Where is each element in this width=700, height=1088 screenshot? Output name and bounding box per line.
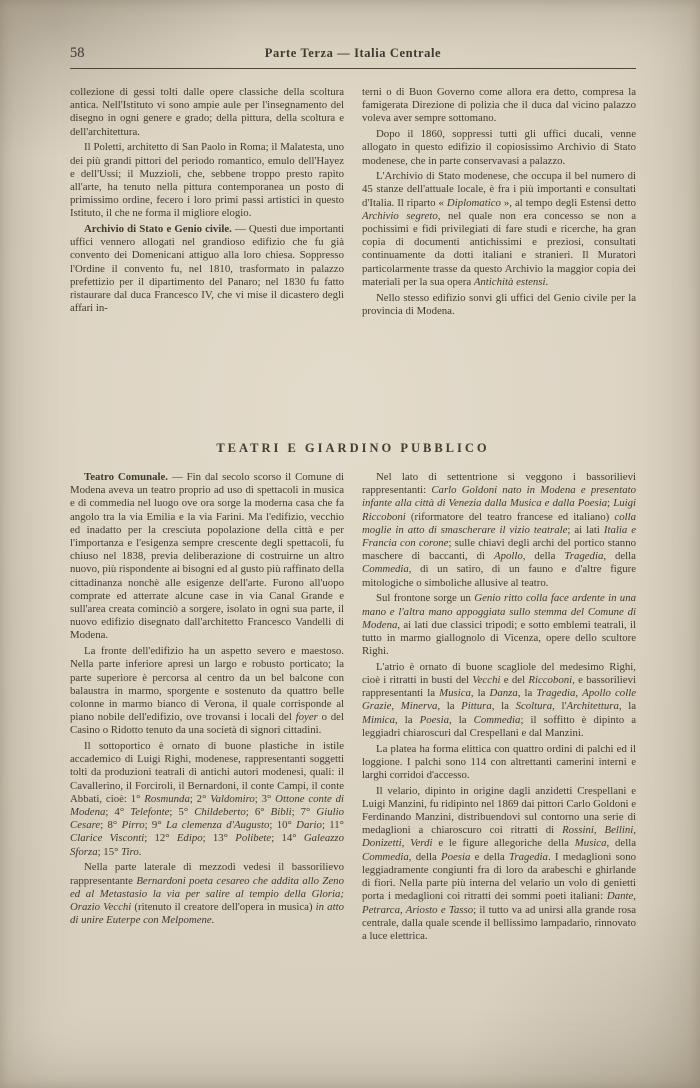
paragraph: Il sottoportico è ornato di buone plastiche in istile accademico di Luigi Righi, modenese, rappresentanti soggetti tolti da produzioni teatrali di antichi autori modenesi, quali: il Cavallerino, il Forciroli, il Bernardoni, il conte Campi, il conte Abbati, cioè: 1° Rosmunda; 2° Valdomiro; 3° Ottone conte di Modena; 4° Telefonte; 5° Childeberto; 6° Bibli; 7° Giulio Cesare; 8° Pirro; 9° La clemenza d'Augusto; 10° Dario; 11° Clarice Visconti; 12° Edipo; 13° Polibete; 14° Galeazzo Sforza; 15° Tiro. — [70, 740, 345, 858]
paragraph: Archivio di Stato e Genio civile. — Questi due importanti uffici vennero allogati nel grandioso edifizio che fu già convento dei Domenicani attiguo alla loro chiesa. Soppresso l'Ordine il convento fu, nel 1810, trasformato in palazzo prefettizio per il dipartimento del Panaro; nel 1830 fu fatto ristaurare dal duca Francesco IV, che vi mise il dicastero degli affari in- — [70, 223, 344, 315]
paragraph: La fronte dell'edifizio ha un aspetto severo e maestoso. Nella parte inferiore apresi un largo e robusto porticato; la parte superiore è percorsa al centro da un bel balcone con balaustra in marmo, sporgente e sostenuto da quattro belle colonne in marmo bianco di Verona, il quale corrisponde al piano nobile dell'edifizio, ove trovansi i locali del foyer o del Casino o Ridotto tenuto da una società di signori cittadini. — [70, 645, 344, 737]
paragraph: Dopo il 1860, soppressi tutti gli uffici ducali, venne allogato in questo edifizio il copiosissimo Archivio di Stato modenese, che in parte conservavasi a palazzo. — [362, 128, 636, 167]
italic-text: Rossini, Bellini, Donizetti, Verdi — [362, 824, 636, 850]
section-heading: TEATRI E GIARDINO PUBBLICO — [216, 441, 490, 455]
italic-text: Archivio segreto — [362, 209, 438, 222]
italic-text: Minerva — [400, 700, 438, 713]
page-header — [70, 46, 636, 63]
italic-text: Commedia — [362, 850, 409, 863]
italic-text: Bibli — [270, 806, 292, 819]
italic-text: Riccoboni — [528, 674, 573, 687]
header-rule — [70, 68, 636, 69]
top-section — [70, 86, 636, 424]
paragraph: Teatro Comunale. — Fin dal secolo scorso il Comune di Modena aveva un teatro proprio ad uso di spettacoli in musica e di commedia nel luogo ove ora sorge la moderna casa che fa angolo tra la via Emilia e la via Farini. Ma l'edifizio, vecchio ed inadatto per la cresciuta popolazione della città e per l'importanza e l'esigenza sempre crescente degli spettacoli, fu chiuso nel 1838, previa deliberazione di costruirne un altro nuovo, più rispondente ai bisogni ed al gusto più raffinato della cittadinanza nonchè alle esigenze dell'arte. Furono all'uopo comprate ed atterrate alcune case in via Canal Grande e sull'area creata cominciò a sorgere, isolato in ogni sua parte, il nuovo edifizio disegnato dall'architetto Francesco Vandelli di Modena. — [70, 471, 345, 642]
italic-text: Apollo — [493, 550, 523, 563]
italic-text: in atto di unire Euterpe con Melpomene. — [70, 901, 344, 927]
italic-text: Genio ritto colla face ardente in una mano e l'altra mano appoggiata sullo stemma del Comune di Modena — [362, 592, 637, 631]
paragraph: Nel lato di settentrione si veggono i bassorilievi rappresentanti: Carlo Goldoni nato in Modena e presentato infante alla città di Venezia dalla Musica e dalla Poesia; Luigi Riccoboni (riformatore del teatro francese ed italiano) colla moglie in atto di smascherare il vizio teatrale; ai lati Italia e Francia con corone; sulle chiavi degli archi del portico stanno maschere di baccanti, di Apollo, della Tragedia, della Commedia, di un satiro, di un fauno e d'altre figure mitologiche o simboliche allusive al teatro. — [362, 471, 637, 589]
italic-text: Pirro — [121, 819, 145, 832]
paragraph: collezione di gessi tolti dalle opere classiche della scoltura antica. Nell'Istituto vi sono ampie aule per l'insegnamento del disegno in ogni genere e grado; della pittura, della scoltura e dell'architettura. — [70, 86, 344, 138]
italic-text: Antichità estensi — [473, 275, 546, 288]
italic-text: Ottone conte di Modena — [70, 792, 344, 819]
italic-text: Musica — [574, 837, 607, 850]
paragraph: L'Archivio di Stato modenese, che occupa il bel numero di 45 stanze dell'attuale locale, è fra i più importanti e consultati d'Italia. Il riparto « Diplomatico », al tempo degli Estensi detto Archivio segreto, nel quale non era concesso se non a pochissimi e fidi privilegiati di fare studi e ricerche, ha gran copia di documenti antichissimi e preziosi, consultati continuamente da dotti italiani e stranieri. Il Muratori particolarmente trasse da questo Archivio la maggior copia dei materiali per la sua opera Antichità estensi. — [362, 170, 636, 288]
paragraph: Nello stesso edifizio sonvi gli uffici del Genio civile per la provincia di Modena. — [362, 291, 636, 317]
italic-text: Dario — [296, 819, 322, 832]
italic-text: Vecchi — [472, 674, 501, 687]
italic-text: Architettura — [566, 700, 619, 713]
italic-text: Musica — [439, 687, 471, 700]
paragraph: La platea ha forma elittica con quattro ordini di palchi ed il loggione. I palchi sono 114 con altrettanti camerini interni e larghi corridoi d'accesso. — [362, 742, 636, 781]
italic-text: Valdomiro — [210, 792, 255, 805]
italic-text: Poesia — [441, 850, 471, 863]
italic-text: Danza — [489, 687, 518, 700]
italic-text: Italia e Francia con corone — [362, 523, 636, 550]
italic-text: Polibete — [235, 832, 272, 845]
paragraph: Nella parte laterale di mezzodì vedesi il bassorilievo rappresentante Bernardoni poeta cesareo che addita allo Zeno ed al Metastasio la via per salire al tempio della Gloria; Orazio Vecchi (ritenuto il creatore dell'opera in musica) in atto di unire Euterpe con Melpomene. — [70, 861, 344, 927]
paragraph: terni o di Buon Governo come allora era detto, compresa la famigerata Direzione di polizia che il duca dal vicino palazzo voleva aver sempre sottomano. — [362, 86, 636, 125]
italic-text: Telefonte — [130, 806, 170, 819]
paragraph: Sul frontone sorge un Genio ritto colla face ardente in una mano e l'altra mano appoggiata sullo stemma del Comune di Modena, ai lati due classici tripodi; e sotto emblemi teatrali, il tutto in marmo giallognolo di Vicenza, opere dello scultore Righi. — [362, 592, 637, 658]
italic-text: Commedia — [473, 713, 521, 726]
italic-text: Pittura — [461, 700, 492, 713]
italic-text: Rosmunda — [144, 792, 190, 805]
italic-text: Carlo Goldoni nato in Modena e presentato infante alla città di Venezia dalla Musica e dalla Poesia — [362, 484, 636, 510]
italic-text: Tragedia — [564, 550, 604, 563]
italic-text: Giulio Cesare — [70, 806, 345, 832]
italic-text: Scoltura — [515, 700, 553, 713]
top-left-column — [70, 86, 344, 424]
italic-text: Tiro — [121, 845, 139, 858]
italic-text: Edipo — [176, 832, 203, 845]
italic-text: La clemenza d'Augusto — [166, 819, 270, 832]
running-title: Parte Terza — Italia Centrale — [264, 46, 442, 60]
italic-text: Clarice Visconti — [70, 832, 145, 845]
italic-text: foyer — [295, 711, 318, 724]
italic-text: Commedia — [362, 563, 409, 576]
italic-text: Apollo colle Grazie — [362, 687, 636, 713]
page-number: 58 — [70, 45, 85, 61]
top-right-column — [362, 86, 636, 424]
italic-text: Childeberto — [194, 806, 246, 819]
bottom-right-column — [362, 471, 636, 946]
italic-text: Luigi Riccoboni — [362, 497, 637, 523]
italic-text: Bernardoni poeta cesareo che addita allo Zeno ed al Metastasio la via per salire al tempio della Gloria; Orazio Vecchi — [70, 874, 344, 913]
italic-text: Galeazzo Sforza — [70, 832, 345, 858]
italic-text: Poesia — [419, 713, 450, 726]
bottom-section — [70, 471, 636, 946]
italic-text: Tragedia — [508, 850, 548, 863]
bold-lead: Teatro Comunale. — [84, 471, 169, 483]
bold-lead: Archivio di Stato e Genio civile. — [84, 223, 232, 236]
bottom-left-column — [70, 471, 344, 946]
paragraph: Il velario, dipinto in origine dagli anzidetti Crespellani e Luigi Manzini, fu ridipinto nel 1869 dai pittori Carlo Goldoni e Ferdinando Manzini, distribuendovi sul contorno una serie di medaglioni a chiaroscuro coi ritratti di Rossini, Bellini, Donizetti, Verdi e le figure allegoriche della Musica, della Commedia, della Poesia e della Tragedia. I medaglioni sono leggiadramente congiunti fra di loro da arabeschi e ghirlande di fiori. Nella parte più interna del velario un volo di genietti porta i medaglioni coi ritratti dei sommi poeti italiani: Dante, Petrarca, Ariosto e Tasso; il tutto va ad unirsi alla grande rosa centrale, dalla quale scende il bellissimo lampadario, rinnovato a luce elettrica. — [362, 784, 636, 942]
italic-text: Tragedia — [536, 687, 576, 700]
italic-text: Mimica — [362, 713, 395, 726]
italic-text: Dante, Petrarca, Ariosto e Tasso — [362, 890, 636, 916]
paragraph: L'atrio è ornato di buone scagliole del medesimo Righi, cioè i ritratti in busti del Vecchi e del Riccoboni, e bassorilievi rappresentanti la Musica, la Danza, la Tragedia, Apollo colle Grazie, Minerva, la Pittura, la Scoltura, l'Architettura, la Mimica, la Poesia, la Commedia; il soffitto è dipinto a leggiadri chiaroscuri dal Crespellani e dal Manzini. — [362, 660, 637, 739]
paragraph: Il Poletti, architetto di San Paolo in Roma; il Malatesta, uno dei più grandi pittori del periodo romantico, emulo dell'Hayez e dell'Ussi; il Muzzioli, che, sebbene troppo presto rapito all'arte, ha tenuto nella pittura contemporanea un posto di primissimo ordine, fecero i loro primi passi artistici in questo Istituto, il che ne forma il migliore elogio. — [70, 141, 344, 220]
italic-text: colla moglie in atto di smascherare il vizio teatrale — [362, 510, 636, 536]
italic-text: Diplomatico — [446, 196, 501, 209]
